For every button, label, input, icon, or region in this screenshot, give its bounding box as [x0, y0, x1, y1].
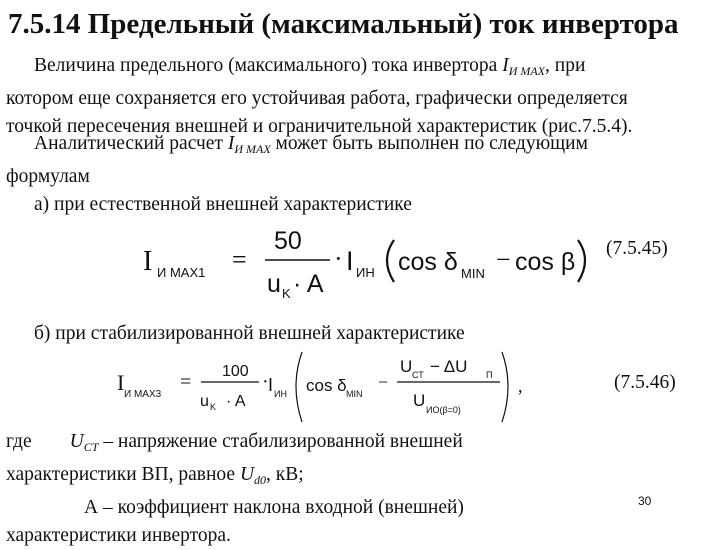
formula1-left-paren	[387, 240, 394, 282]
text-run: может быть выполнен по следующим	[270, 133, 588, 154]
paragraph-analytic	[6, 130, 716, 219]
where-block	[6, 428, 716, 550]
formula2-den-u-subscript: K	[210, 402, 217, 412]
formula1-i-in: I	[346, 246, 354, 276]
variable-i: I	[502, 55, 509, 76]
text-run: – напряжение стабилизированной внешней	[98, 431, 463, 452]
formula-7-5-46	[0, 346, 720, 430]
paragraph-analytic-line2: формулам	[6, 166, 90, 187]
where-label: где	[6, 431, 32, 452]
formula2-frac-den-subscript: ИО(β=0)	[426, 405, 461, 415]
formula2-den-u: u	[200, 393, 209, 410]
formula2-comma: ,	[518, 376, 523, 396]
where-line2	[6, 461, 716, 494]
text-run: , при	[545, 55, 586, 76]
formula2-equals: =	[180, 371, 192, 393]
formula2-minus: −	[378, 372, 389, 392]
formula1-equals: =	[232, 245, 247, 274]
paragraph-intro-line1	[6, 52, 716, 85]
formula2-frac-num-subscript2: П	[486, 370, 493, 380]
formula2-dot: ·	[262, 371, 269, 393]
formula1-numerator: 50	[274, 227, 302, 255]
formula2-left-paren	[296, 352, 302, 422]
formula2-lhs-subscript: И MAX3	[124, 389, 162, 400]
where-line1	[6, 428, 716, 461]
formula2-i-in-subscript: ИН	[274, 389, 287, 399]
text-run: , кВ;	[266, 464, 304, 485]
variable-u: U	[239, 464, 255, 485]
formula-7-5-45	[0, 222, 720, 302]
formula1-cos-delta-subscript: MIN	[461, 266, 485, 281]
formula1-lhs-subscript: И MAX1	[157, 265, 206, 280]
formula2-number: (7.5.46)	[614, 372, 676, 393]
item-a-label: а) при естественной внешней характеристике	[34, 194, 412, 215]
formula1-cos-beta: cos β	[515, 248, 576, 276]
formula1-den-u-subscript: K	[282, 286, 291, 301]
formula2-cos-delta: cos δ	[306, 376, 347, 395]
formula2-den-a: · A	[226, 393, 246, 410]
formula2-i-in: I	[268, 375, 274, 395]
variable-subscript: И MAX	[234, 142, 271, 156]
formula1-dot: ·	[334, 244, 343, 273]
paragraph-intro-line2: котором еще сохраняется его устойчивая работа, графически определяется	[6, 88, 628, 109]
variable-subscript: И MAX	[508, 64, 546, 78]
slide-title: 7.5.14 Предельный (максимальный) ток инвертора	[8, 8, 679, 40]
text-run: Величина предельного (максимального) тока инвертора	[34, 55, 503, 76]
formula1-lhs: I	[143, 246, 153, 277]
text-run: характеристики ВП, равное	[6, 464, 240, 485]
formula1-number: (7.5.45)	[606, 238, 668, 259]
formula2-frac-num-subscript: СТ	[412, 370, 424, 380]
paragraph-analytic-line1	[6, 130, 716, 163]
formula2-cos-delta-subscript: MIN	[346, 389, 363, 399]
formula2-frac-num-u: U	[400, 357, 413, 376]
paragraph-intro	[6, 52, 716, 141]
paragraph-intro-line3: точкой пересечения внешней и ограничительной характеристик (рис.7.5.4).	[6, 116, 633, 137]
variable-subscript: d0	[254, 473, 267, 487]
formula2-frac-den-u: U	[413, 391, 426, 410]
formula1-minus: −	[496, 245, 511, 274]
formula2-right-paren	[502, 352, 508, 422]
formula1-cos-delta: cos δ	[398, 248, 458, 276]
formula2-numerator: 100	[222, 363, 249, 380]
variable-i: I	[227, 133, 235, 154]
item-b	[6, 320, 716, 348]
formula1-right-paren	[578, 240, 585, 282]
text-run: Аналитический расчет	[34, 133, 228, 154]
formula2-lhs: I	[117, 370, 125, 395]
formula1-i-in-subscript: ИН	[356, 265, 375, 280]
variable-u: U	[69, 431, 84, 452]
where-line3: А – коэффициент наклона входной (внешней)	[84, 497, 464, 518]
where-line4: характеристики инвертора.	[6, 525, 231, 546]
formula1-den-u: u	[267, 270, 281, 298]
formula1-den-a: · A	[293, 270, 324, 298]
variable-subscript: СТ	[83, 440, 99, 454]
formula2-frac-num-delta: − ΔU	[430, 357, 468, 376]
page-number: 30	[638, 494, 652, 508]
item-b-label: б) при стабилизированной внешней характеристике	[34, 323, 465, 344]
